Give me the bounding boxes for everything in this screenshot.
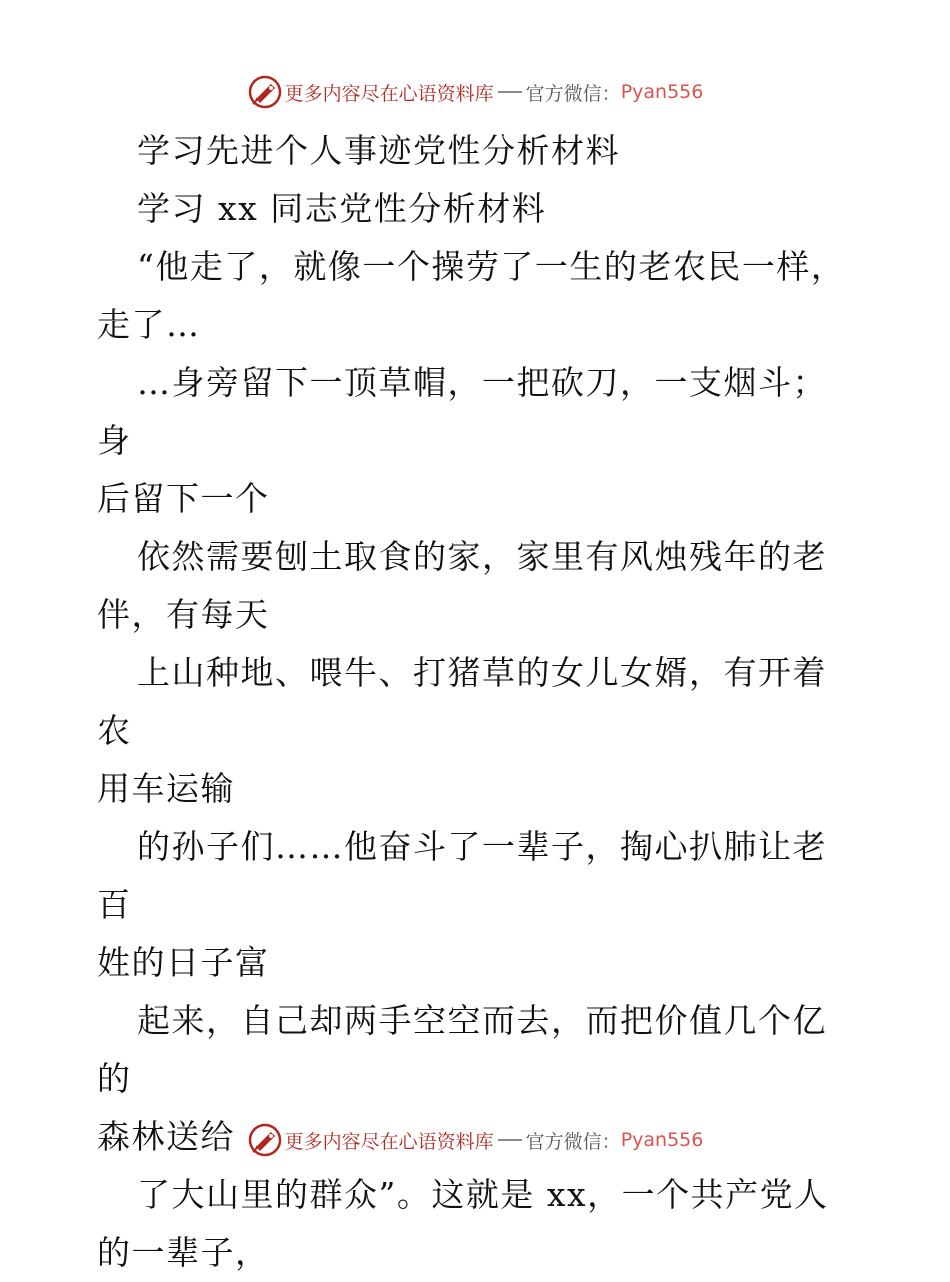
paragraph-line: 姓的日子富 [97,943,270,982]
paragraph-line: 了大山里的群众”。这就是 xx，一个共产党人 [137,1175,829,1214]
paragraph [97,818,857,992]
paragraph [97,238,857,354]
banner-divider [498,1139,522,1141]
pen-nib-logo-icon [247,1122,283,1158]
wechat-id: Pyan556 [620,1129,704,1151]
paragraph [97,528,857,644]
paragraph-line: …身旁留下一顶草帽，一把砍刀，一支烟斗；身 [97,363,827,460]
wechat-label: 官方微信： [525,82,621,105]
paragraph-line: 的一辈子， [97,1233,270,1272]
wechat-label: 官方微信： [525,1130,621,1153]
paragraph-line: 起来，自己却两手空空而去，而把价值几个亿的 [97,1001,827,1098]
brand-text: 更多内容尽在心语资料库 [284,82,494,105]
paragraph-line: 用车运输 [97,769,235,808]
wechat-id: Pyan556 [620,81,704,103]
header-banner [0,72,950,112]
brand-text: 更多内容尽在心语资料库 [284,1130,494,1153]
paragraph-line: 后留下一个 [97,479,270,518]
paragraph-line: 依然需要刨土取食的家，家里有风烛残年的老 [137,537,827,576]
paragraph [97,354,857,528]
footer-banner [0,1120,950,1160]
paragraph-line: 的孙子们……他奋斗了一辈子，掏心扒肺让老百 [97,827,827,924]
document-subtitle: 学习 xx 同志党性分析材料 [137,189,547,228]
paragraph-line: 走了… [97,305,201,344]
document-body [97,122,857,1282]
paragraph [97,1166,857,1282]
paragraph-line: 上山种地、喂牛、打猪草的女儿女婿，有开着农 [97,653,827,750]
document-title: 学习先进个人事迹党性分析材料 [137,131,620,170]
paragraph-line: 伴，有每天 [97,595,270,634]
paragraph [97,644,857,818]
banner-divider [498,91,522,93]
pen-nib-logo-icon [247,74,283,110]
paragraph-line: 森林送给 [97,1117,235,1156]
paragraph-line: “他走了，就像一个操劳了一生的老农民一样， [137,247,846,286]
